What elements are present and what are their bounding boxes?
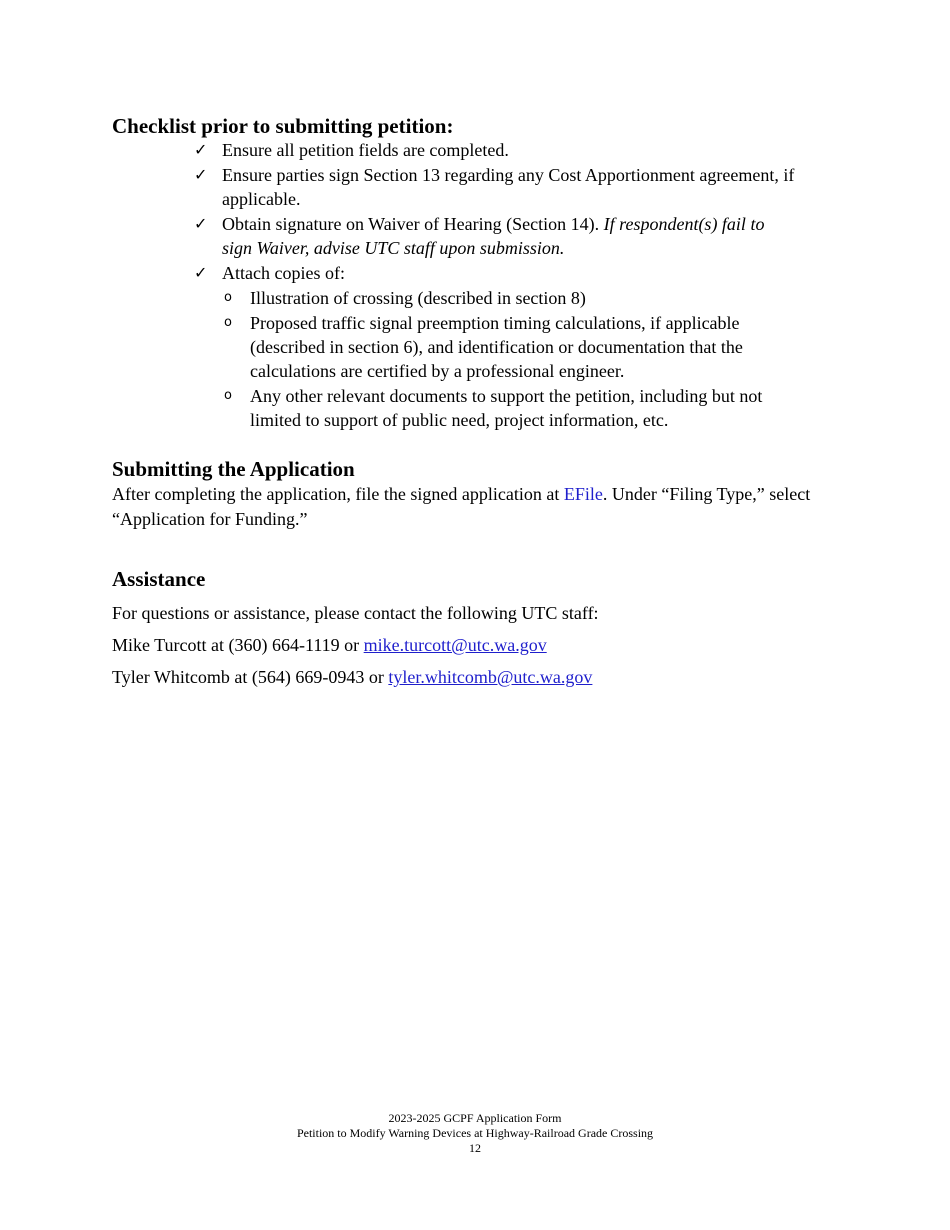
checklist-item <box>190 261 830 432</box>
email-link[interactable]: mike.turcott@utc.wa.gov <box>363 635 547 655</box>
footer-form-title: 2023-2025 GCPF Application Form <box>388 1111 562 1125</box>
contact-text: Tyler Whitcomb at (564) 669-0943 or <box>112 667 389 687</box>
checkmark-icon: ✓ <box>194 140 208 159</box>
attachment-item <box>222 311 770 383</box>
page-footer <box>0 1111 950 1156</box>
contact-line <box>112 665 842 690</box>
checklist <box>190 138 830 433</box>
checklist-heading: Checklist prior to submitting petition: <box>112 114 454 138</box>
email-link[interactable]: tyler.whitcomb@utc.wa.gov <box>388 667 593 687</box>
bullet-icon: o <box>224 290 232 305</box>
checklist-item-text: Ensure parties sign Section 13 regarding any Cost Apportionment agreement, if applicable. <box>222 165 795 209</box>
checklist-item <box>190 138 830 162</box>
submitting-text-before: After completing the application, file the signed application at <box>112 484 564 504</box>
checklist-item-text: Attach copies of: <box>222 263 345 283</box>
checkmark-icon: ✓ <box>194 263 208 282</box>
footer-subtitle: Petition to Modify Warning Devices at Highway-Railroad Grade Crossing <box>296 1126 654 1140</box>
attachment-item-text: Proposed traffic signal preemption timing calculations, if applicable (described in section 6), and identification or documentation that the calculations are certified by a professional engineer. <box>250 313 743 381</box>
checklist-item-text: Ensure all petition fields are completed. <box>222 140 509 160</box>
checkmark-icon: ✓ <box>194 165 208 184</box>
bullet-icon: o <box>224 315 232 330</box>
submitting-paragraph <box>112 482 842 532</box>
contact-line <box>112 633 842 658</box>
checklist-item <box>190 212 792 260</box>
attachment-item <box>222 286 770 310</box>
attachment-item-text: Any other relevant documents to support the petition, including but not limited to support of public need, project information, etc. <box>250 386 763 430</box>
checkmark-icon: ✓ <box>194 214 208 233</box>
attachment-item-text: Illustration of crossing (described in section 8) <box>250 288 586 308</box>
checklist-item <box>190 163 830 211</box>
attachment-list <box>222 286 830 432</box>
checklist-item-text: Obtain signature on Waiver of Hearing (Section 14). <box>222 214 604 234</box>
submitting-heading: Submitting the Application <box>112 457 355 481</box>
page-number: 12 <box>469 1141 481 1155</box>
submitting-text-after: . Under “Filing Type,” select “Application for Funding.” <box>112 484 811 529</box>
bullet-icon: o <box>224 388 232 403</box>
assistance-intro: For questions or assistance, please contact the following UTC staff: <box>112 603 599 623</box>
attachment-item <box>222 384 770 432</box>
assistance-heading: Assistance <box>112 567 206 591</box>
checklist-item-note: If respondent(s) fail to sign Waiver, advise UTC staff upon submission. <box>222 214 765 258</box>
efile-link[interactable]: EFile <box>563 484 603 504</box>
contact-text: Mike Turcott at (360) 664-1119 or <box>112 635 364 655</box>
